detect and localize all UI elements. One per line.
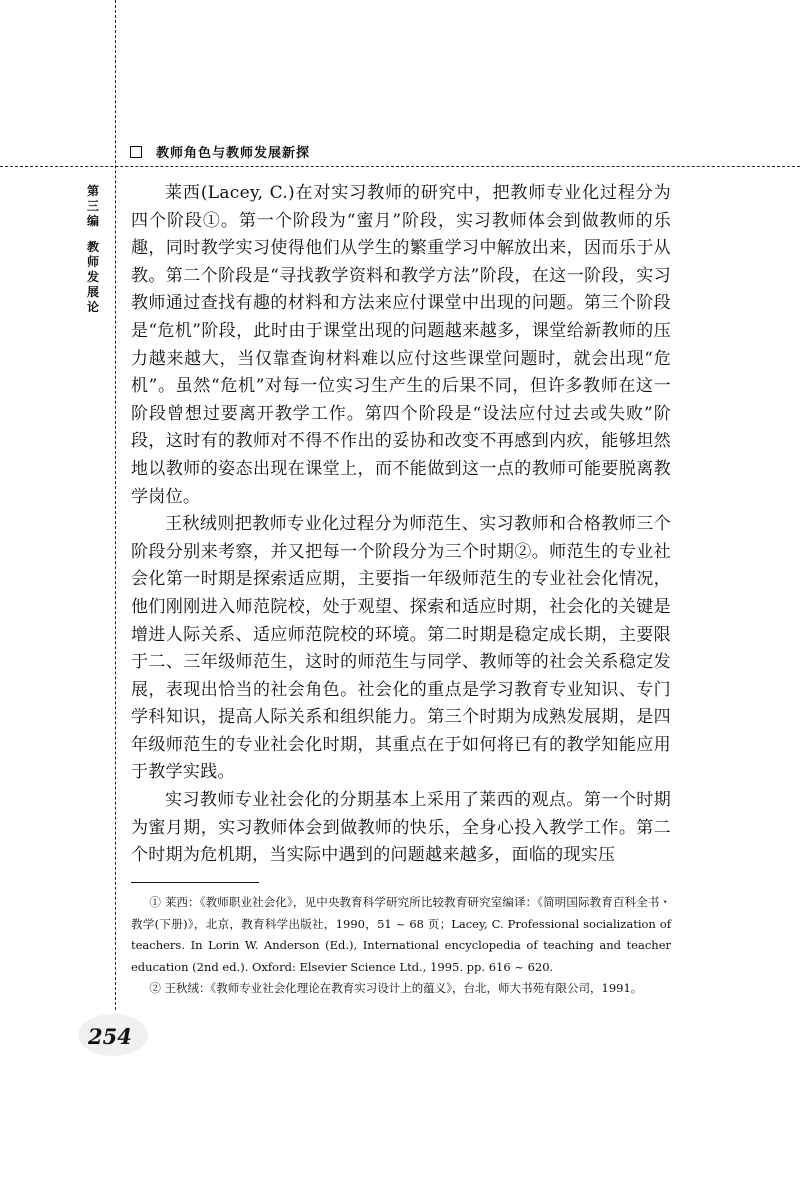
side-char: 发 [86,270,99,284]
page-number: 254 [88,1024,132,1049]
footnote-rule [131,882,259,883]
footnote-1: ① 莱西：《教师职业社会化》，见中央教育科学研究所比较教育研究室编译：《简明国际教育百科全书・教学(下册)》，北京，教育科学出版社，1990，51 ~ 68 页；Lacey, C. Professional socialization of teachers. In Lorin W. Anderson (Ed.), International encyclopedia of teaching and teacher education (2nd ed.). Oxford: Elsevier Science Ltd., 1995. pp. 616 ~ 620. [131,895,671,974]
side-char: 师 [86,255,99,269]
paragraph-1: 莱西(Lacey, C.)在对实习教师的研究中，把教师专业化过程分为四个阶段①。第一个阶段为“蜜月”阶段，实习教师体会到做教师的乐趣，同时教学实习使得他们从学生的繁重学习中解放出来，因而乐于从教。第二个阶段是“寻找教学资料和教学方法”阶段，在这一阶段，实习教师通过查找有趣的材料和方法来应付课堂中出现的问题。第三个阶段是“危机”阶段，此时由于课堂出现的问题越来越多，课堂给新教师的压力越来越大，当仅靠查询材料难以应付这些课堂问题时，就会出现“危机”。虽然“危机”对每一位实习生产生的后果不同，但许多教师在这一阶段曾想过要离开教学工作。第四个阶段是“设法应付过去或失败”阶段，这时有的教师对不得不作出的妥协和改变不再感到内疚，能够坦然地以教师的姿态出现在课堂上，而不能做到这一点的教师可能要脱离教学岗位。 [131,183,671,507]
paragraph-3: 实习教师专业社会化的分期基本上采用了莱西的观点。第一个时期为蜜月期，实习教师体会到做教师的快乐，全身心投入教学工作。第二个时期为危机期，当实际中遇到的问题越来越多，面临的现实压 [131,790,671,866]
footnotes [131,892,671,1000]
side-char: 论 [86,300,99,314]
side-part-label [86,184,100,229]
side-section-label [86,240,100,315]
side-section-text [86,240,100,315]
side-char: 三 [86,199,99,213]
body-text [131,180,671,870]
footnote-2: ② 王秋绒：《教师专业社会化理论在教育实习设计上的蕴义》，台北，师大书苑有限公司，1991。 [149,981,643,995]
header-title: 教师角色与教师发展新探 [156,146,311,161]
margin-dashed-line-vertical [115,0,116,1010]
paragraph-2: 王秋绒则把教师专业化过程分为师范生、实习教师和合格教师三个阶段分别来考察，并又把每一个阶段分为三个时期②。师范生的专业社会化第一时期是探索适应期，主要指一年级师范生的专业社会化情况，他们刚刚进入师范院校，处于观望、探索和适应时期，社会化的关键是增进人际关系、适应师范院校的环境。第二时期是稳定成长期，主要限于二、三年级师范生，这时的师范生与同学、教师等的社会关系稳定发展，表现出恰当的社会角色。社会化的重点是学习教育专业知识、专门学科知识，提高人际关系和组织能力。第三个时期为成熟发展期，是四年级师范生的专业社会化时期，其重点在于如何将已有的教学知能应用于教学实践。 [131,514,671,783]
side-part-text [86,184,100,229]
side-char: 第 [86,184,99,198]
checkbox-square-icon [130,146,142,158]
side-char: 展 [86,285,99,299]
running-header [130,142,310,161]
header-dashed-line [0,166,800,167]
side-char: 编 [86,214,99,228]
side-char: 教 [86,240,99,254]
